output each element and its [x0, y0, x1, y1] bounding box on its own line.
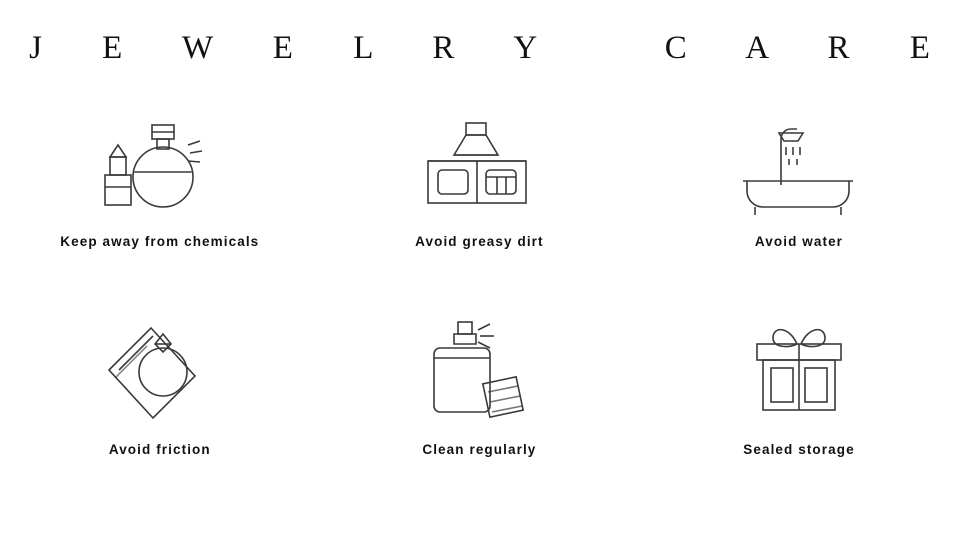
range-hood-stove-icon	[414, 110, 544, 230]
tip-card-storage	[639, 310, 959, 510]
tip-card-greasy-dirt	[320, 110, 640, 310]
tip-label: Avoid greasy dirt	[415, 234, 544, 249]
perfume-lipstick-icon	[90, 110, 230, 230]
gift-box-icon	[739, 310, 859, 438]
tip-label: Sealed storage	[743, 442, 855, 457]
ring-friction-icon	[95, 310, 225, 438]
bathtub-shower-icon	[731, 110, 866, 230]
page-title: J E W E L R Y C A R E	[29, 30, 956, 66]
tip-label: Clean regularly	[422, 442, 537, 457]
tip-card-water	[639, 110, 959, 310]
spray-bottle-cloth-icon	[414, 310, 544, 438]
tip-label: Keep away from chemicals	[60, 234, 260, 249]
tip-label: Avoid friction	[108, 442, 211, 457]
tip-card-clean	[320, 310, 640, 510]
tip-label: Avoid water	[754, 234, 844, 249]
tip-card-friction	[0, 310, 320, 510]
tips-grid	[0, 110, 959, 510]
tip-card-chemicals	[0, 110, 320, 310]
